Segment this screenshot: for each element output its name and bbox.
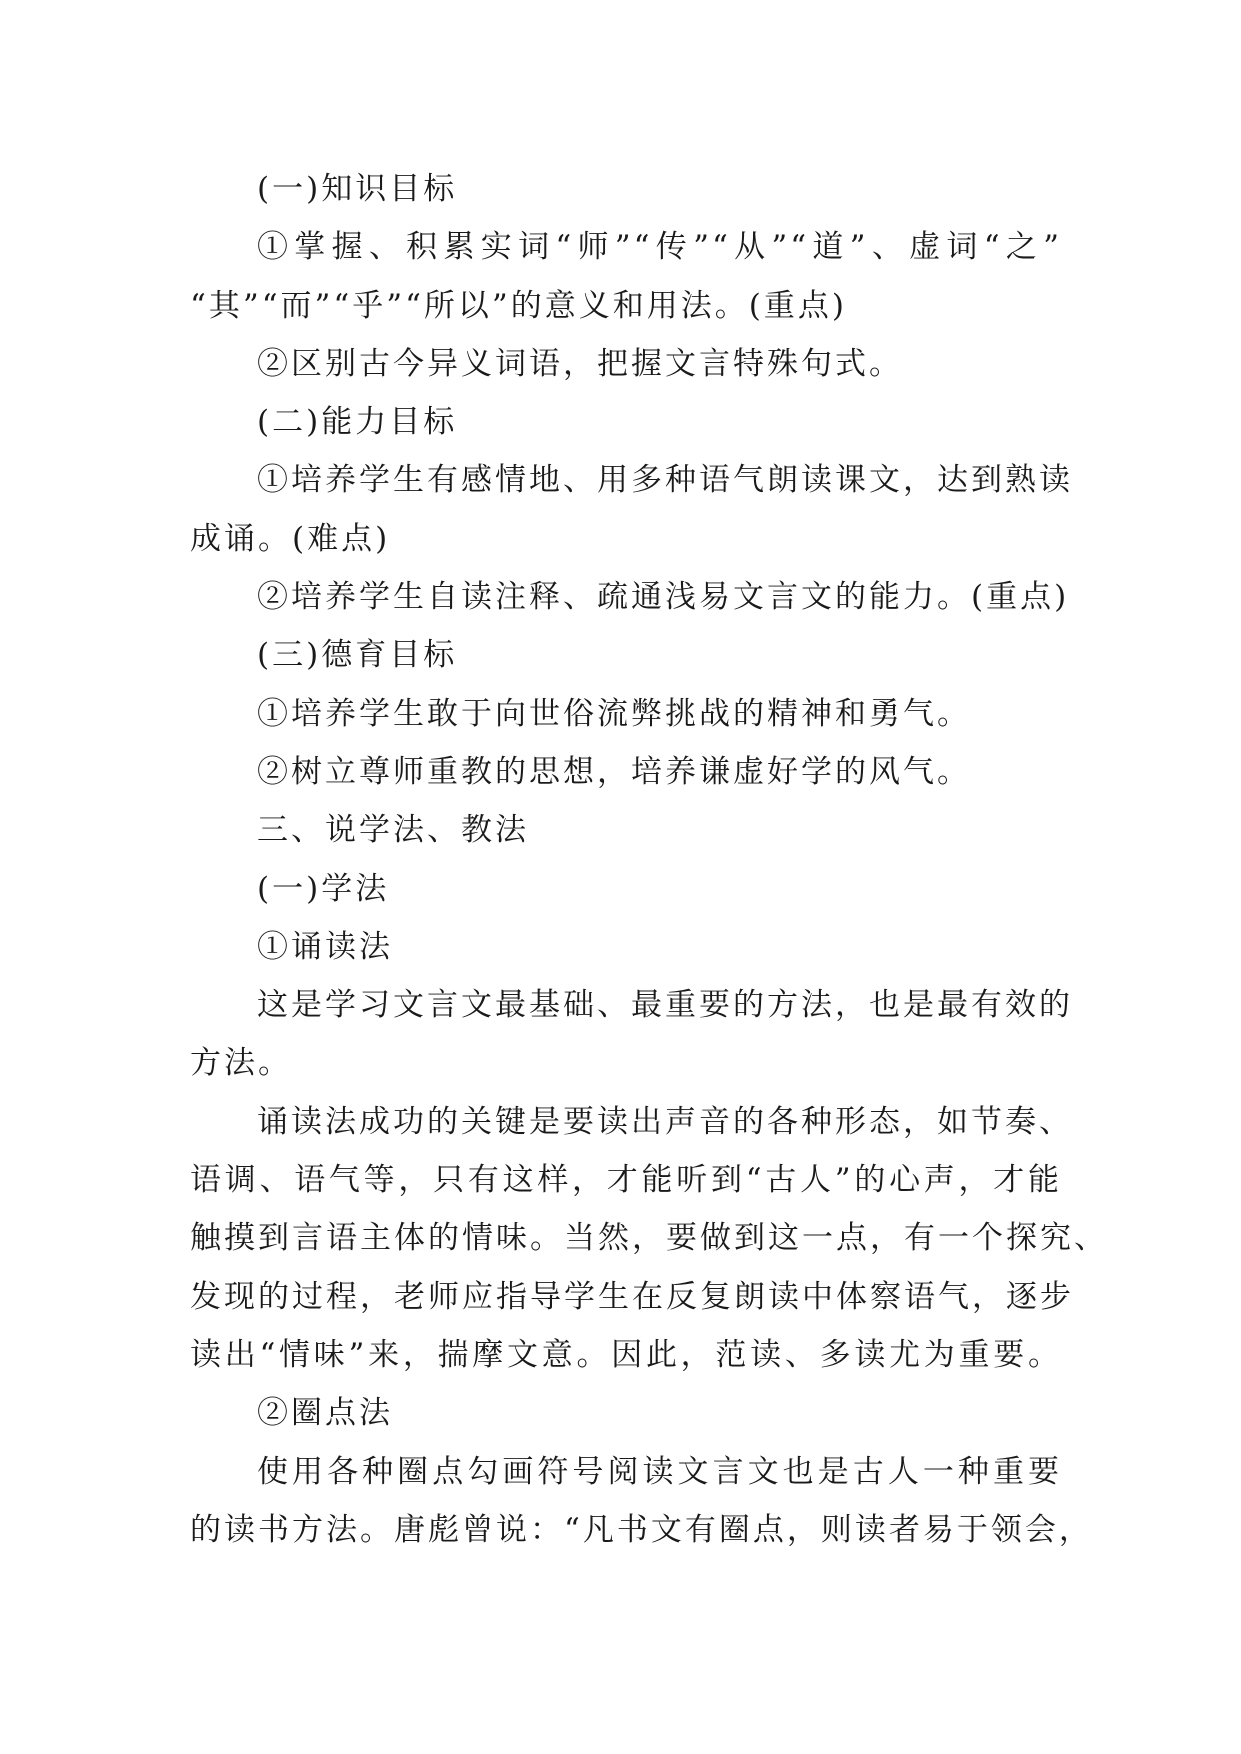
heading-recitation-method: ①诵读法 — [257, 928, 393, 965]
paragraph-line: 使用各种圈点勾画符号阅读文言文也是古人一种重要 — [257, 1453, 1062, 1490]
heading-knowledge-goals: (一)知识目标 — [257, 171, 458, 207]
paragraph-line: ①培养学生敢于向世俗流弊挑战的精神和勇气。 — [257, 695, 971, 732]
paragraph-line: ①掌握、积累实词“师”“传”“从”“道”、虚词“之” — [257, 229, 1062, 266]
paragraph-line: 发现的过程，老师应指导学生在反复朗读中体察语气，逐步 — [190, 1278, 1074, 1315]
paragraph-line: ②区别古今异义词语，把握文言特殊句式。 — [257, 345, 903, 382]
paragraph-line: 的读书方法。唐彪曾说：“凡书文有圈点，则读者易于领会， — [190, 1511, 1093, 1548]
paragraph-line: 成诵。(难点) — [190, 520, 391, 557]
section-heading-methods: 三、说学法、教法 — [257, 812, 529, 849]
heading-ability-goals: (二)能力目标 — [257, 404, 458, 441]
paragraph-line: 触摸到言语主体的情味。当然，要做到这一点，有一个探究、 — [190, 1220, 1108, 1257]
paragraph-line: 诵读法成功的关键是要读出声音的各种形态，如节奏、 — [257, 1103, 1073, 1140]
document-body — [190, 160, 1108, 1559]
paragraph-line: ②培养学生自读注释、疏通浅易文言文的能力。(重点) — [257, 579, 1070, 616]
paragraph-line: 语调、语气等，只有这样，才能听到“古人”的心声，才能 — [190, 1162, 1062, 1199]
heading-moral-goals: (三)德育目标 — [257, 637, 458, 674]
paragraph-line: “其”“而”“乎”“所以”的意义和用法。(重点) — [190, 287, 847, 324]
paragraph-line: 这是学习文言文最基础、最重要的方法，也是最有效的 — [257, 987, 1073, 1024]
heading-learning-methods: (一)学法 — [257, 870, 390, 907]
paragraph-line: 方法。 — [190, 1045, 292, 1082]
paragraph-line: ②树立尊师重教的思想，培养谦虚好学的风气。 — [257, 753, 971, 790]
heading-annotation-method: ②圈点法 — [257, 1395, 393, 1432]
paragraph-line: ①培养学生有感情地、用多种语气朗读课文，达到熟读 — [257, 462, 1073, 499]
paragraph-line: 读出“情味”来，揣摩文意。因此，范读、多读尤为重要。 — [190, 1336, 1062, 1373]
